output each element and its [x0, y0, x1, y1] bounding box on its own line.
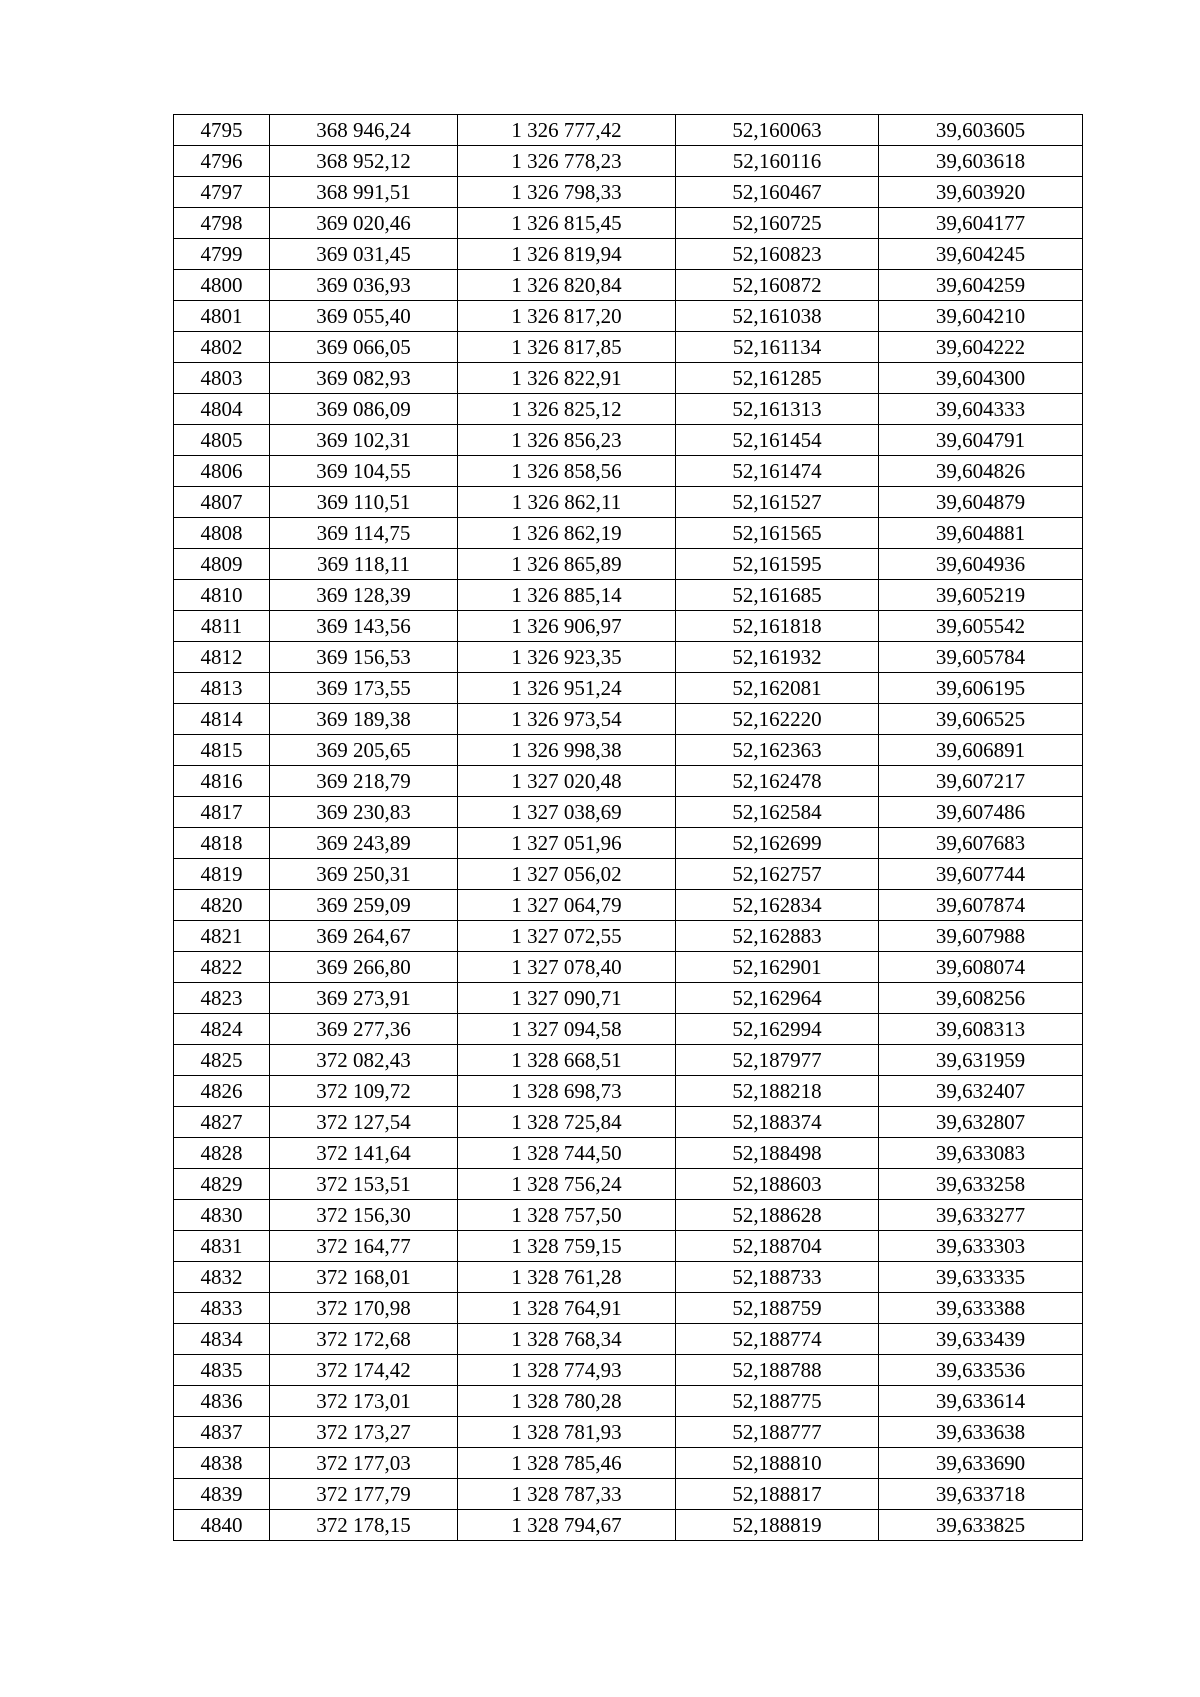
latitude-cell: 52,188759: [676, 1293, 879, 1324]
table-row: [174, 518, 1083, 549]
latitude-cell: 52,188218: [676, 1076, 879, 1107]
latitude-cell: 52,161038: [676, 301, 879, 332]
table-row: [174, 1045, 1083, 1076]
longitude-cell: 39,603605: [879, 115, 1083, 146]
table-row: [174, 146, 1083, 177]
latitude-cell: 52,161685: [676, 580, 879, 611]
x-coordinate-cell: 369 266,80: [270, 952, 458, 983]
x-coordinate-cell: 369 118,11: [270, 549, 458, 580]
table-row: [174, 1417, 1083, 1448]
longitude-cell: 39,633638: [879, 1417, 1083, 1448]
y-coordinate-cell: 1 328 781,93: [458, 1417, 676, 1448]
x-coordinate-cell: 372 141,64: [270, 1138, 458, 1169]
y-coordinate-cell: 1 328 780,28: [458, 1386, 676, 1417]
x-coordinate-cell: 369 277,36: [270, 1014, 458, 1045]
table-row: [174, 1014, 1083, 1045]
y-coordinate-cell: 1 328 757,50: [458, 1200, 676, 1231]
table-row: [174, 766, 1083, 797]
latitude-cell: 52,188817: [676, 1479, 879, 1510]
longitude-cell: 39,604300: [879, 363, 1083, 394]
point-number-cell: 4795: [174, 115, 270, 146]
y-coordinate-cell: 1 327 051,96: [458, 828, 676, 859]
point-number-cell: 4805: [174, 425, 270, 456]
table-row: [174, 208, 1083, 239]
latitude-cell: 52,162081: [676, 673, 879, 704]
y-coordinate-cell: 1 328 764,91: [458, 1293, 676, 1324]
longitude-cell: 39,633303: [879, 1231, 1083, 1262]
point-number-cell: 4827: [174, 1107, 270, 1138]
table-row: [174, 611, 1083, 642]
x-coordinate-cell: 369 218,79: [270, 766, 458, 797]
point-number-cell: 4817: [174, 797, 270, 828]
x-coordinate-cell: 369 104,55: [270, 456, 458, 487]
y-coordinate-cell: 1 326 998,38: [458, 735, 676, 766]
x-coordinate-cell: 372 178,15: [270, 1510, 458, 1541]
y-coordinate-cell: 1 326 856,23: [458, 425, 676, 456]
x-coordinate-cell: 369 143,56: [270, 611, 458, 642]
y-coordinate-cell: 1 328 787,33: [458, 1479, 676, 1510]
y-coordinate-cell: 1 327 078,40: [458, 952, 676, 983]
latitude-cell: 52,161527: [676, 487, 879, 518]
longitude-cell: 39,607744: [879, 859, 1083, 890]
x-coordinate-cell: 369 020,46: [270, 208, 458, 239]
latitude-cell: 52,160872: [676, 270, 879, 301]
y-coordinate-cell: 1 326 862,19: [458, 518, 676, 549]
point-number-cell: 4798: [174, 208, 270, 239]
x-coordinate-cell: 369 102,31: [270, 425, 458, 456]
point-number-cell: 4803: [174, 363, 270, 394]
table-row: [174, 1231, 1083, 1262]
x-coordinate-cell: 372 170,98: [270, 1293, 458, 1324]
y-coordinate-cell: 1 326 822,91: [458, 363, 676, 394]
x-coordinate-cell: 369 128,39: [270, 580, 458, 611]
y-coordinate-cell: 1 326 951,24: [458, 673, 676, 704]
table-row: [174, 859, 1083, 890]
y-coordinate-cell: 1 326 817,20: [458, 301, 676, 332]
x-coordinate-cell: 372 173,01: [270, 1386, 458, 1417]
latitude-cell: 52,160116: [676, 146, 879, 177]
point-number-cell: 4796: [174, 146, 270, 177]
latitude-cell: 52,160063: [676, 115, 879, 146]
y-coordinate-cell: 1 328 761,28: [458, 1262, 676, 1293]
x-coordinate-cell: 372 177,03: [270, 1448, 458, 1479]
table-row: [174, 828, 1083, 859]
point-number-cell: 4811: [174, 611, 270, 642]
x-coordinate-cell: 369 066,05: [270, 332, 458, 363]
table-row: [174, 332, 1083, 363]
latitude-cell: 52,162883: [676, 921, 879, 952]
latitude-cell: 52,162964: [676, 983, 879, 1014]
point-number-cell: 4821: [174, 921, 270, 952]
latitude-cell: 52,188774: [676, 1324, 879, 1355]
longitude-cell: 39,606525: [879, 704, 1083, 735]
y-coordinate-cell: 1 327 056,02: [458, 859, 676, 890]
table-row: [174, 1324, 1083, 1355]
point-number-cell: 4797: [174, 177, 270, 208]
longitude-cell: 39,633335: [879, 1262, 1083, 1293]
point-number-cell: 4812: [174, 642, 270, 673]
y-coordinate-cell: 1 326 825,12: [458, 394, 676, 425]
x-coordinate-cell: 372 168,01: [270, 1262, 458, 1293]
x-coordinate-cell: 369 250,31: [270, 859, 458, 890]
table-row: [174, 363, 1083, 394]
y-coordinate-cell: 1 326 820,84: [458, 270, 676, 301]
latitude-cell: 52,161818: [676, 611, 879, 642]
point-number-cell: 4801: [174, 301, 270, 332]
longitude-cell: 39,633439: [879, 1324, 1083, 1355]
point-number-cell: 4807: [174, 487, 270, 518]
point-number-cell: 4839: [174, 1479, 270, 1510]
table-row: [174, 301, 1083, 332]
table-row: [174, 642, 1083, 673]
x-coordinate-cell: 369 243,89: [270, 828, 458, 859]
latitude-cell: 52,188819: [676, 1510, 879, 1541]
table-row: [174, 549, 1083, 580]
x-coordinate-cell: 369 264,67: [270, 921, 458, 952]
y-coordinate-cell: 1 326 858,56: [458, 456, 676, 487]
x-coordinate-cell: 372 153,51: [270, 1169, 458, 1200]
point-number-cell: 4826: [174, 1076, 270, 1107]
point-number-cell: 4806: [174, 456, 270, 487]
table-row: [174, 1076, 1083, 1107]
latitude-cell: 52,160823: [676, 239, 879, 270]
table-row: [174, 270, 1083, 301]
longitude-cell: 39,632807: [879, 1107, 1083, 1138]
longitude-cell: 39,607217: [879, 766, 1083, 797]
longitude-cell: 39,603618: [879, 146, 1083, 177]
longitude-cell: 39,604936: [879, 549, 1083, 580]
y-coordinate-cell: 1 326 923,35: [458, 642, 676, 673]
x-coordinate-cell: 372 172,68: [270, 1324, 458, 1355]
table-row: [174, 797, 1083, 828]
y-coordinate-cell: 1 328 759,15: [458, 1231, 676, 1262]
longitude-cell: 39,633825: [879, 1510, 1083, 1541]
table-row: [174, 1479, 1083, 1510]
table-row: [174, 673, 1083, 704]
table-row: [174, 1138, 1083, 1169]
table-row: [174, 115, 1083, 146]
y-coordinate-cell: 1 328 725,84: [458, 1107, 676, 1138]
table-row: [174, 456, 1083, 487]
table-row: [174, 1107, 1083, 1138]
point-number-cell: 4825: [174, 1045, 270, 1076]
latitude-cell: 52,162363: [676, 735, 879, 766]
point-number-cell: 4824: [174, 1014, 270, 1045]
y-coordinate-cell: 1 326 865,89: [458, 549, 676, 580]
longitude-cell: 39,605219: [879, 580, 1083, 611]
x-coordinate-cell: 372 156,30: [270, 1200, 458, 1231]
x-coordinate-cell: 369 173,55: [270, 673, 458, 704]
point-number-cell: 4836: [174, 1386, 270, 1417]
x-coordinate-cell: 369 114,75: [270, 518, 458, 549]
longitude-cell: 39,603920: [879, 177, 1083, 208]
latitude-cell: 52,161595: [676, 549, 879, 580]
table-row: [174, 890, 1083, 921]
latitude-cell: 52,160725: [676, 208, 879, 239]
latitude-cell: 52,188374: [676, 1107, 879, 1138]
y-coordinate-cell: 1 326 798,33: [458, 177, 676, 208]
point-number-cell: 4830: [174, 1200, 270, 1231]
x-coordinate-cell: 369 189,38: [270, 704, 458, 735]
latitude-cell: 52,162584: [676, 797, 879, 828]
x-coordinate-cell: 369 156,53: [270, 642, 458, 673]
x-coordinate-cell: 368 946,24: [270, 115, 458, 146]
latitude-cell: 52,161474: [676, 456, 879, 487]
point-number-cell: 4831: [174, 1231, 270, 1262]
x-coordinate-cell: 368 991,51: [270, 177, 458, 208]
x-coordinate-cell: 369 036,93: [270, 270, 458, 301]
table-row: [174, 983, 1083, 1014]
table-row: [174, 1293, 1083, 1324]
point-number-cell: 4804: [174, 394, 270, 425]
point-number-cell: 4840: [174, 1510, 270, 1541]
longitude-cell: 39,607486: [879, 797, 1083, 828]
point-number-cell: 4837: [174, 1417, 270, 1448]
point-number-cell: 4828: [174, 1138, 270, 1169]
longitude-cell: 39,607874: [879, 890, 1083, 921]
x-coordinate-cell: 372 174,42: [270, 1355, 458, 1386]
longitude-cell: 39,606891: [879, 735, 1083, 766]
longitude-cell: 39,604881: [879, 518, 1083, 549]
longitude-cell: 39,605784: [879, 642, 1083, 673]
y-coordinate-cell: 1 328 698,73: [458, 1076, 676, 1107]
latitude-cell: 52,188775: [676, 1386, 879, 1417]
longitude-cell: 39,631959: [879, 1045, 1083, 1076]
x-coordinate-cell: 368 952,12: [270, 146, 458, 177]
table-row: [174, 952, 1083, 983]
latitude-cell: 52,161313: [676, 394, 879, 425]
x-coordinate-cell: 372 109,72: [270, 1076, 458, 1107]
x-coordinate-cell: 372 164,77: [270, 1231, 458, 1262]
longitude-cell: 39,633718: [879, 1479, 1083, 1510]
longitude-cell: 39,633614: [879, 1386, 1083, 1417]
y-coordinate-cell: 1 328 794,67: [458, 1510, 676, 1541]
table-row: [174, 239, 1083, 270]
longitude-cell: 39,604177: [879, 208, 1083, 239]
latitude-cell: 52,162220: [676, 704, 879, 735]
longitude-cell: 39,604259: [879, 270, 1083, 301]
y-coordinate-cell: 1 326 973,54: [458, 704, 676, 735]
y-coordinate-cell: 1 326 862,11: [458, 487, 676, 518]
longitude-cell: 39,608313: [879, 1014, 1083, 1045]
table-row: [174, 394, 1083, 425]
latitude-cell: 52,162834: [676, 890, 879, 921]
x-coordinate-cell: 369 055,40: [270, 301, 458, 332]
point-number-cell: 4838: [174, 1448, 270, 1479]
point-number-cell: 4832: [174, 1262, 270, 1293]
table-row: [174, 1386, 1083, 1417]
latitude-cell: 52,188603: [676, 1169, 879, 1200]
point-number-cell: 4822: [174, 952, 270, 983]
point-number-cell: 4808: [174, 518, 270, 549]
y-coordinate-cell: 1 328 774,93: [458, 1355, 676, 1386]
table-row: [174, 921, 1083, 952]
point-number-cell: 4800: [174, 270, 270, 301]
point-number-cell: 4799: [174, 239, 270, 270]
table-row: [174, 580, 1083, 611]
longitude-cell: 39,607988: [879, 921, 1083, 952]
y-coordinate-cell: 1 326 819,94: [458, 239, 676, 270]
y-coordinate-cell: 1 328 744,50: [458, 1138, 676, 1169]
longitude-cell: 39,604879: [879, 487, 1083, 518]
longitude-cell: 39,632407: [879, 1076, 1083, 1107]
y-coordinate-cell: 1 326 778,23: [458, 146, 676, 177]
table-row: [174, 704, 1083, 735]
table-row: [174, 1262, 1083, 1293]
longitude-cell: 39,604245: [879, 239, 1083, 270]
point-number-cell: 4834: [174, 1324, 270, 1355]
x-coordinate-cell: 369 205,65: [270, 735, 458, 766]
latitude-cell: 52,161134: [676, 332, 879, 363]
latitude-cell: 52,187977: [676, 1045, 879, 1076]
latitude-cell: 52,188498: [676, 1138, 879, 1169]
latitude-cell: 52,161932: [676, 642, 879, 673]
longitude-cell: 39,608256: [879, 983, 1083, 1014]
y-coordinate-cell: 1 328 668,51: [458, 1045, 676, 1076]
point-number-cell: 4802: [174, 332, 270, 363]
y-coordinate-cell: 1 326 885,14: [458, 580, 676, 611]
y-coordinate-cell: 1 328 768,34: [458, 1324, 676, 1355]
y-coordinate-cell: 1 327 090,71: [458, 983, 676, 1014]
longitude-cell: 39,633690: [879, 1448, 1083, 1479]
point-number-cell: 4814: [174, 704, 270, 735]
y-coordinate-cell: 1 326 777,42: [458, 115, 676, 146]
point-number-cell: 4823: [174, 983, 270, 1014]
coordinates-table-body: [174, 115, 1083, 1541]
longitude-cell: 39,606195: [879, 673, 1083, 704]
latitude-cell: 52,160467: [676, 177, 879, 208]
latitude-cell: 52,188788: [676, 1355, 879, 1386]
point-number-cell: 4813: [174, 673, 270, 704]
latitude-cell: 52,188810: [676, 1448, 879, 1479]
x-coordinate-cell: 372 177,79: [270, 1479, 458, 1510]
longitude-cell: 39,605542: [879, 611, 1083, 642]
y-coordinate-cell: 1 326 817,85: [458, 332, 676, 363]
latitude-cell: 52,162757: [676, 859, 879, 890]
point-number-cell: 4835: [174, 1355, 270, 1386]
y-coordinate-cell: 1 327 020,48: [458, 766, 676, 797]
x-coordinate-cell: 369 031,45: [270, 239, 458, 270]
point-number-cell: 4815: [174, 735, 270, 766]
longitude-cell: 39,604333: [879, 394, 1083, 425]
table-row: [174, 735, 1083, 766]
latitude-cell: 52,161285: [676, 363, 879, 394]
latitude-cell: 52,188733: [676, 1262, 879, 1293]
latitude-cell: 52,162478: [676, 766, 879, 797]
table-row: [174, 1355, 1083, 1386]
coordinates-table: [173, 114, 1083, 1541]
latitude-cell: 52,188628: [676, 1200, 879, 1231]
longitude-cell: 39,604791: [879, 425, 1083, 456]
longitude-cell: 39,633388: [879, 1293, 1083, 1324]
latitude-cell: 52,188704: [676, 1231, 879, 1262]
longitude-cell: 39,604210: [879, 301, 1083, 332]
point-number-cell: 4810: [174, 580, 270, 611]
table-row: [174, 1169, 1083, 1200]
x-coordinate-cell: 369 259,09: [270, 890, 458, 921]
y-coordinate-cell: 1 328 756,24: [458, 1169, 676, 1200]
longitude-cell: 39,604826: [879, 456, 1083, 487]
table-row: [174, 487, 1083, 518]
x-coordinate-cell: 372 173,27: [270, 1417, 458, 1448]
table-row: [174, 1448, 1083, 1479]
latitude-cell: 52,162901: [676, 952, 879, 983]
point-number-cell: 4829: [174, 1169, 270, 1200]
longitude-cell: 39,604222: [879, 332, 1083, 363]
x-coordinate-cell: 369 230,83: [270, 797, 458, 828]
y-coordinate-cell: 1 327 072,55: [458, 921, 676, 952]
point-number-cell: 4820: [174, 890, 270, 921]
longitude-cell: 39,633083: [879, 1138, 1083, 1169]
x-coordinate-cell: 369 273,91: [270, 983, 458, 1014]
x-coordinate-cell: 372 082,43: [270, 1045, 458, 1076]
table-row: [174, 1510, 1083, 1541]
latitude-cell: 52,162699: [676, 828, 879, 859]
y-coordinate-cell: 1 327 094,58: [458, 1014, 676, 1045]
latitude-cell: 52,161454: [676, 425, 879, 456]
longitude-cell: 39,607683: [879, 828, 1083, 859]
latitude-cell: 52,162994: [676, 1014, 879, 1045]
table-row: [174, 1200, 1083, 1231]
point-number-cell: 4818: [174, 828, 270, 859]
y-coordinate-cell: 1 328 785,46: [458, 1448, 676, 1479]
longitude-cell: 39,633277: [879, 1200, 1083, 1231]
point-number-cell: 4833: [174, 1293, 270, 1324]
longitude-cell: 39,633258: [879, 1169, 1083, 1200]
x-coordinate-cell: 369 082,93: [270, 363, 458, 394]
latitude-cell: 52,161565: [676, 518, 879, 549]
x-coordinate-cell: 369 110,51: [270, 487, 458, 518]
x-coordinate-cell: 369 086,09: [270, 394, 458, 425]
y-coordinate-cell: 1 327 038,69: [458, 797, 676, 828]
point-number-cell: 4816: [174, 766, 270, 797]
point-number-cell: 4819: [174, 859, 270, 890]
longitude-cell: 39,633536: [879, 1355, 1083, 1386]
latitude-cell: 52,188777: [676, 1417, 879, 1448]
y-coordinate-cell: 1 326 906,97: [458, 611, 676, 642]
y-coordinate-cell: 1 327 064,79: [458, 890, 676, 921]
table-row: [174, 177, 1083, 208]
y-coordinate-cell: 1 326 815,45: [458, 208, 676, 239]
longitude-cell: 39,608074: [879, 952, 1083, 983]
x-coordinate-cell: 372 127,54: [270, 1107, 458, 1138]
table-row: [174, 425, 1083, 456]
point-number-cell: 4809: [174, 549, 270, 580]
